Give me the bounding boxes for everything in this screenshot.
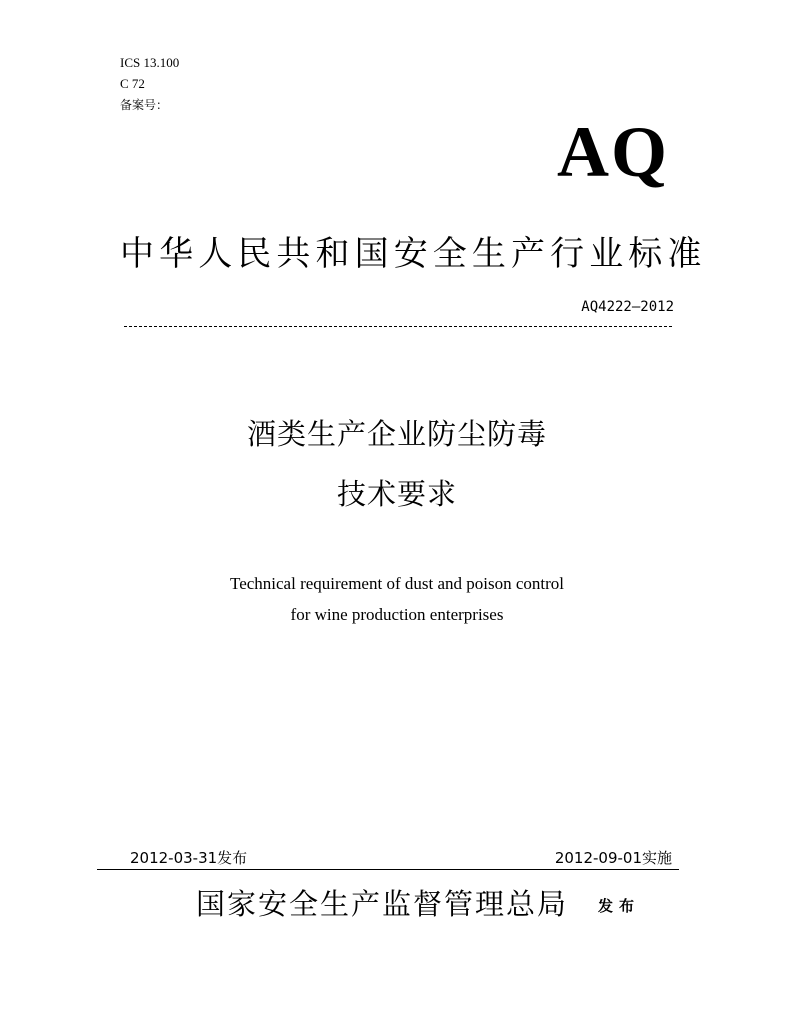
standard-number: AQ4222—2012 bbox=[581, 299, 674, 315]
filing-number-label: 备案号： bbox=[120, 98, 169, 112]
effective-date: 2012-09-01实施 bbox=[554, 849, 672, 867]
issue-label: 发布 bbox=[598, 897, 641, 915]
document-title-en-line-1: Technical requirement of dust and poison control bbox=[230, 574, 564, 593]
category-code: C 72 bbox=[120, 76, 145, 91]
document-title-en-line-2: for wine production enterprises bbox=[290, 605, 504, 624]
document-title-line-1: 酒类生产企业防尘防毒 bbox=[246, 417, 547, 451]
issuing-authority: 国家安全生产监督管理总局 bbox=[196, 887, 569, 921]
standard-title: 中华人民共和国安全生产行业标准 bbox=[120, 234, 707, 274]
aq-logo: AQ bbox=[557, 112, 669, 192]
document-title-line-2: 技术要求 bbox=[336, 477, 457, 511]
header-divider bbox=[124, 326, 672, 327]
issue-date: 2012-03-31发布 bbox=[130, 849, 248, 867]
ics-code: ICS 13.100 bbox=[120, 55, 180, 70]
footer-divider bbox=[97, 869, 679, 870]
